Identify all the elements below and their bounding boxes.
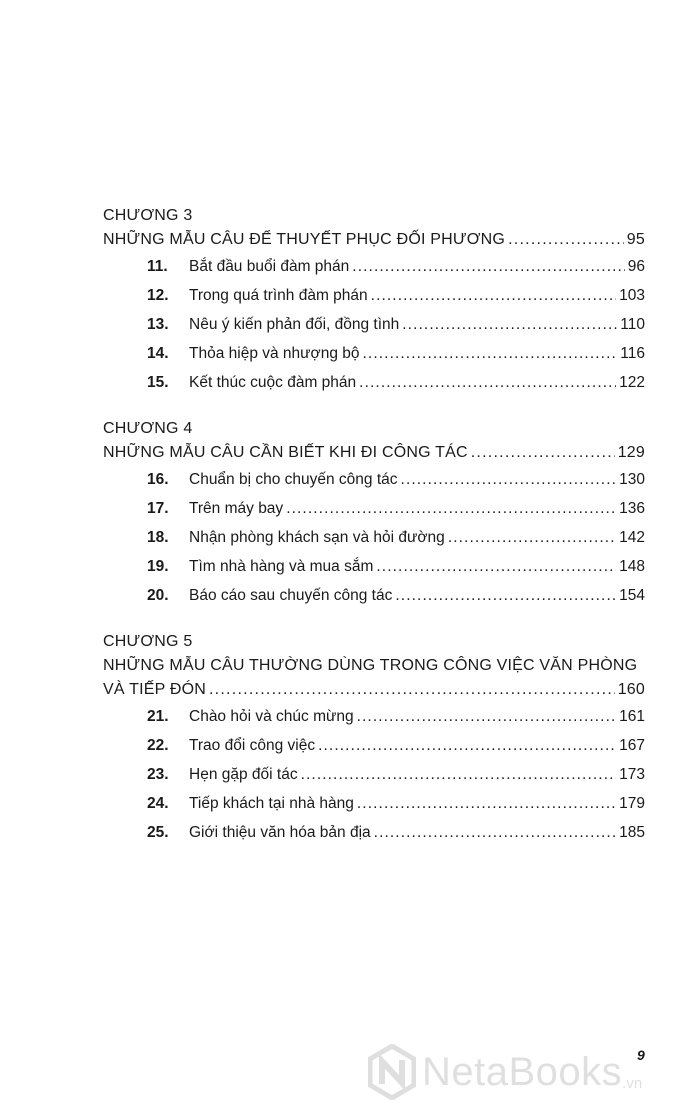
entry-title: Bắt đầu buổi đàm phán xyxy=(189,258,350,275)
toc-entry xyxy=(103,731,645,760)
entry-title: Chuẩn bị cho chuyến công tác xyxy=(189,471,398,488)
chapter-section xyxy=(103,417,645,610)
toc-entry xyxy=(103,339,645,368)
chapter-title-line xyxy=(103,228,645,252)
toc-entry xyxy=(103,789,645,818)
entry-number: 17. xyxy=(147,500,169,517)
entry-page-number: 167 xyxy=(619,737,645,754)
chapter-title-line xyxy=(103,654,645,678)
entry-page-number: 173 xyxy=(619,766,645,783)
toc-entry xyxy=(103,310,645,339)
dot-leader xyxy=(448,523,616,552)
netabooks-logo-icon xyxy=(368,1044,416,1100)
entry-number: 14. xyxy=(147,345,169,362)
entry-page-number: 96 xyxy=(627,258,645,275)
chapter-title-line xyxy=(103,678,645,702)
toc-entry xyxy=(103,281,645,310)
entry-page-number: 136 xyxy=(619,500,645,517)
entry-title: Kết thúc cuộc đàm phán xyxy=(189,374,357,391)
entry-number: 19. xyxy=(147,558,169,575)
entry-number: 23. xyxy=(147,766,169,783)
chapter-label: CHƯƠNG 4 xyxy=(103,420,193,437)
chapter-title: NHỮNG MẪU CÂU ĐỂ THUYẾT PHỤC ĐỐI PHƯƠNG xyxy=(103,231,506,248)
entry-title: Trong quá trình đàm phán xyxy=(189,287,368,304)
entry-title: Trao đổi công việc xyxy=(189,737,316,754)
entry-number: 25. xyxy=(147,824,169,841)
entry-page-number: 122 xyxy=(619,374,645,391)
entry-title: Báo cáo sau chuyến công tác xyxy=(189,587,393,604)
entry-page-number: 154 xyxy=(619,587,645,604)
chapter-page-number: 129 xyxy=(617,444,645,461)
dot-leader xyxy=(318,731,616,760)
dot-leader xyxy=(508,228,624,252)
entry-number: 16. xyxy=(147,471,169,488)
entry-page-number: 185 xyxy=(619,824,645,841)
entry-title: Thỏa hiệp và nhượng bộ xyxy=(189,345,360,362)
dot-leader xyxy=(301,760,617,789)
table-of-contents xyxy=(103,204,645,867)
chapter-title: VÀ TIẾP ĐÓN xyxy=(103,681,206,698)
entry-title: Trên máy bay xyxy=(189,500,284,517)
entry-number: 13. xyxy=(147,316,169,333)
entry-page-number: 103 xyxy=(619,287,645,304)
dot-leader xyxy=(402,310,617,339)
chapter-page-number: 160 xyxy=(617,681,645,698)
entry-number: 20. xyxy=(147,587,169,604)
toc-entry xyxy=(103,702,645,731)
chapter-section xyxy=(103,630,645,847)
dot-leader xyxy=(374,818,616,847)
watermark-suffix: .vn xyxy=(622,1075,643,1092)
entry-page-number: 130 xyxy=(619,471,645,488)
watermark-brand: NetaBooks xyxy=(422,1049,623,1094)
chapter-section xyxy=(103,204,645,397)
dot-leader xyxy=(286,494,616,523)
entry-title: Tìm nhà hàng và mua sắm xyxy=(189,558,374,575)
chapter-title: NHỮNG MẪU CÂU CẦN BIẾT KHI ĐI CÔNG TÁC xyxy=(103,444,468,461)
dot-leader xyxy=(371,281,616,310)
entry-number: 24. xyxy=(147,795,169,812)
watermark xyxy=(368,1044,642,1100)
dot-leader xyxy=(395,581,616,610)
toc-entry xyxy=(103,465,645,494)
chapter-label: CHƯƠNG 3 xyxy=(103,207,193,224)
entry-number: 22. xyxy=(147,737,169,754)
entry-title: Nhận phòng khách sạn và hỏi đường xyxy=(189,529,445,546)
entry-page-number: 148 xyxy=(619,558,645,575)
chapter-page-number: 95 xyxy=(626,231,645,248)
toc-entry xyxy=(103,368,645,397)
dot-leader xyxy=(363,339,618,368)
entry-title: Giới thiệu văn hóa bản địa xyxy=(189,824,371,841)
dot-leader xyxy=(359,368,616,397)
chapter-title: NHỮNG MẪU CÂU THƯỜNG DÙNG TRONG CÔNG VIỆC VĂN PHÒNG xyxy=(103,657,638,674)
chapter-label: CHƯƠNG 5 xyxy=(103,633,193,650)
entry-number: 15. xyxy=(147,374,169,391)
entry-title: Tiếp khách tại nhà hàng xyxy=(189,795,354,812)
dot-leader xyxy=(401,465,617,494)
entry-title: Nêu ý kiến phản đối, đồng tình xyxy=(189,316,400,333)
toc-entry xyxy=(103,818,645,847)
dot-leader xyxy=(357,702,617,731)
entry-page-number: 142 xyxy=(619,529,645,546)
toc-entry xyxy=(103,760,645,789)
dot-leader xyxy=(376,552,616,581)
toc-entry xyxy=(103,581,645,610)
dot-leader xyxy=(357,789,616,818)
toc-entry xyxy=(103,552,645,581)
entry-page-number: 161 xyxy=(619,708,645,725)
entry-page-number: 116 xyxy=(620,345,645,362)
dot-leader xyxy=(209,678,615,702)
entry-number: 18. xyxy=(147,529,169,546)
chapter-title-line xyxy=(103,441,645,465)
toc-entry xyxy=(103,523,645,552)
entry-number: 11. xyxy=(147,258,168,275)
entry-title: Hẹn gặp đối tác xyxy=(189,766,298,783)
entry-number: 12. xyxy=(147,287,169,304)
page-number: 9 xyxy=(637,1047,645,1063)
entry-page-number: 179 xyxy=(619,795,645,812)
entry-page-number: 110 xyxy=(620,316,645,333)
dot-leader xyxy=(352,252,624,281)
dot-leader xyxy=(471,441,615,465)
entry-number: 21. xyxy=(147,708,169,725)
entry-title: Chào hỏi và chúc mừng xyxy=(189,708,354,725)
toc-entry xyxy=(103,252,645,281)
toc-entry xyxy=(103,494,645,523)
